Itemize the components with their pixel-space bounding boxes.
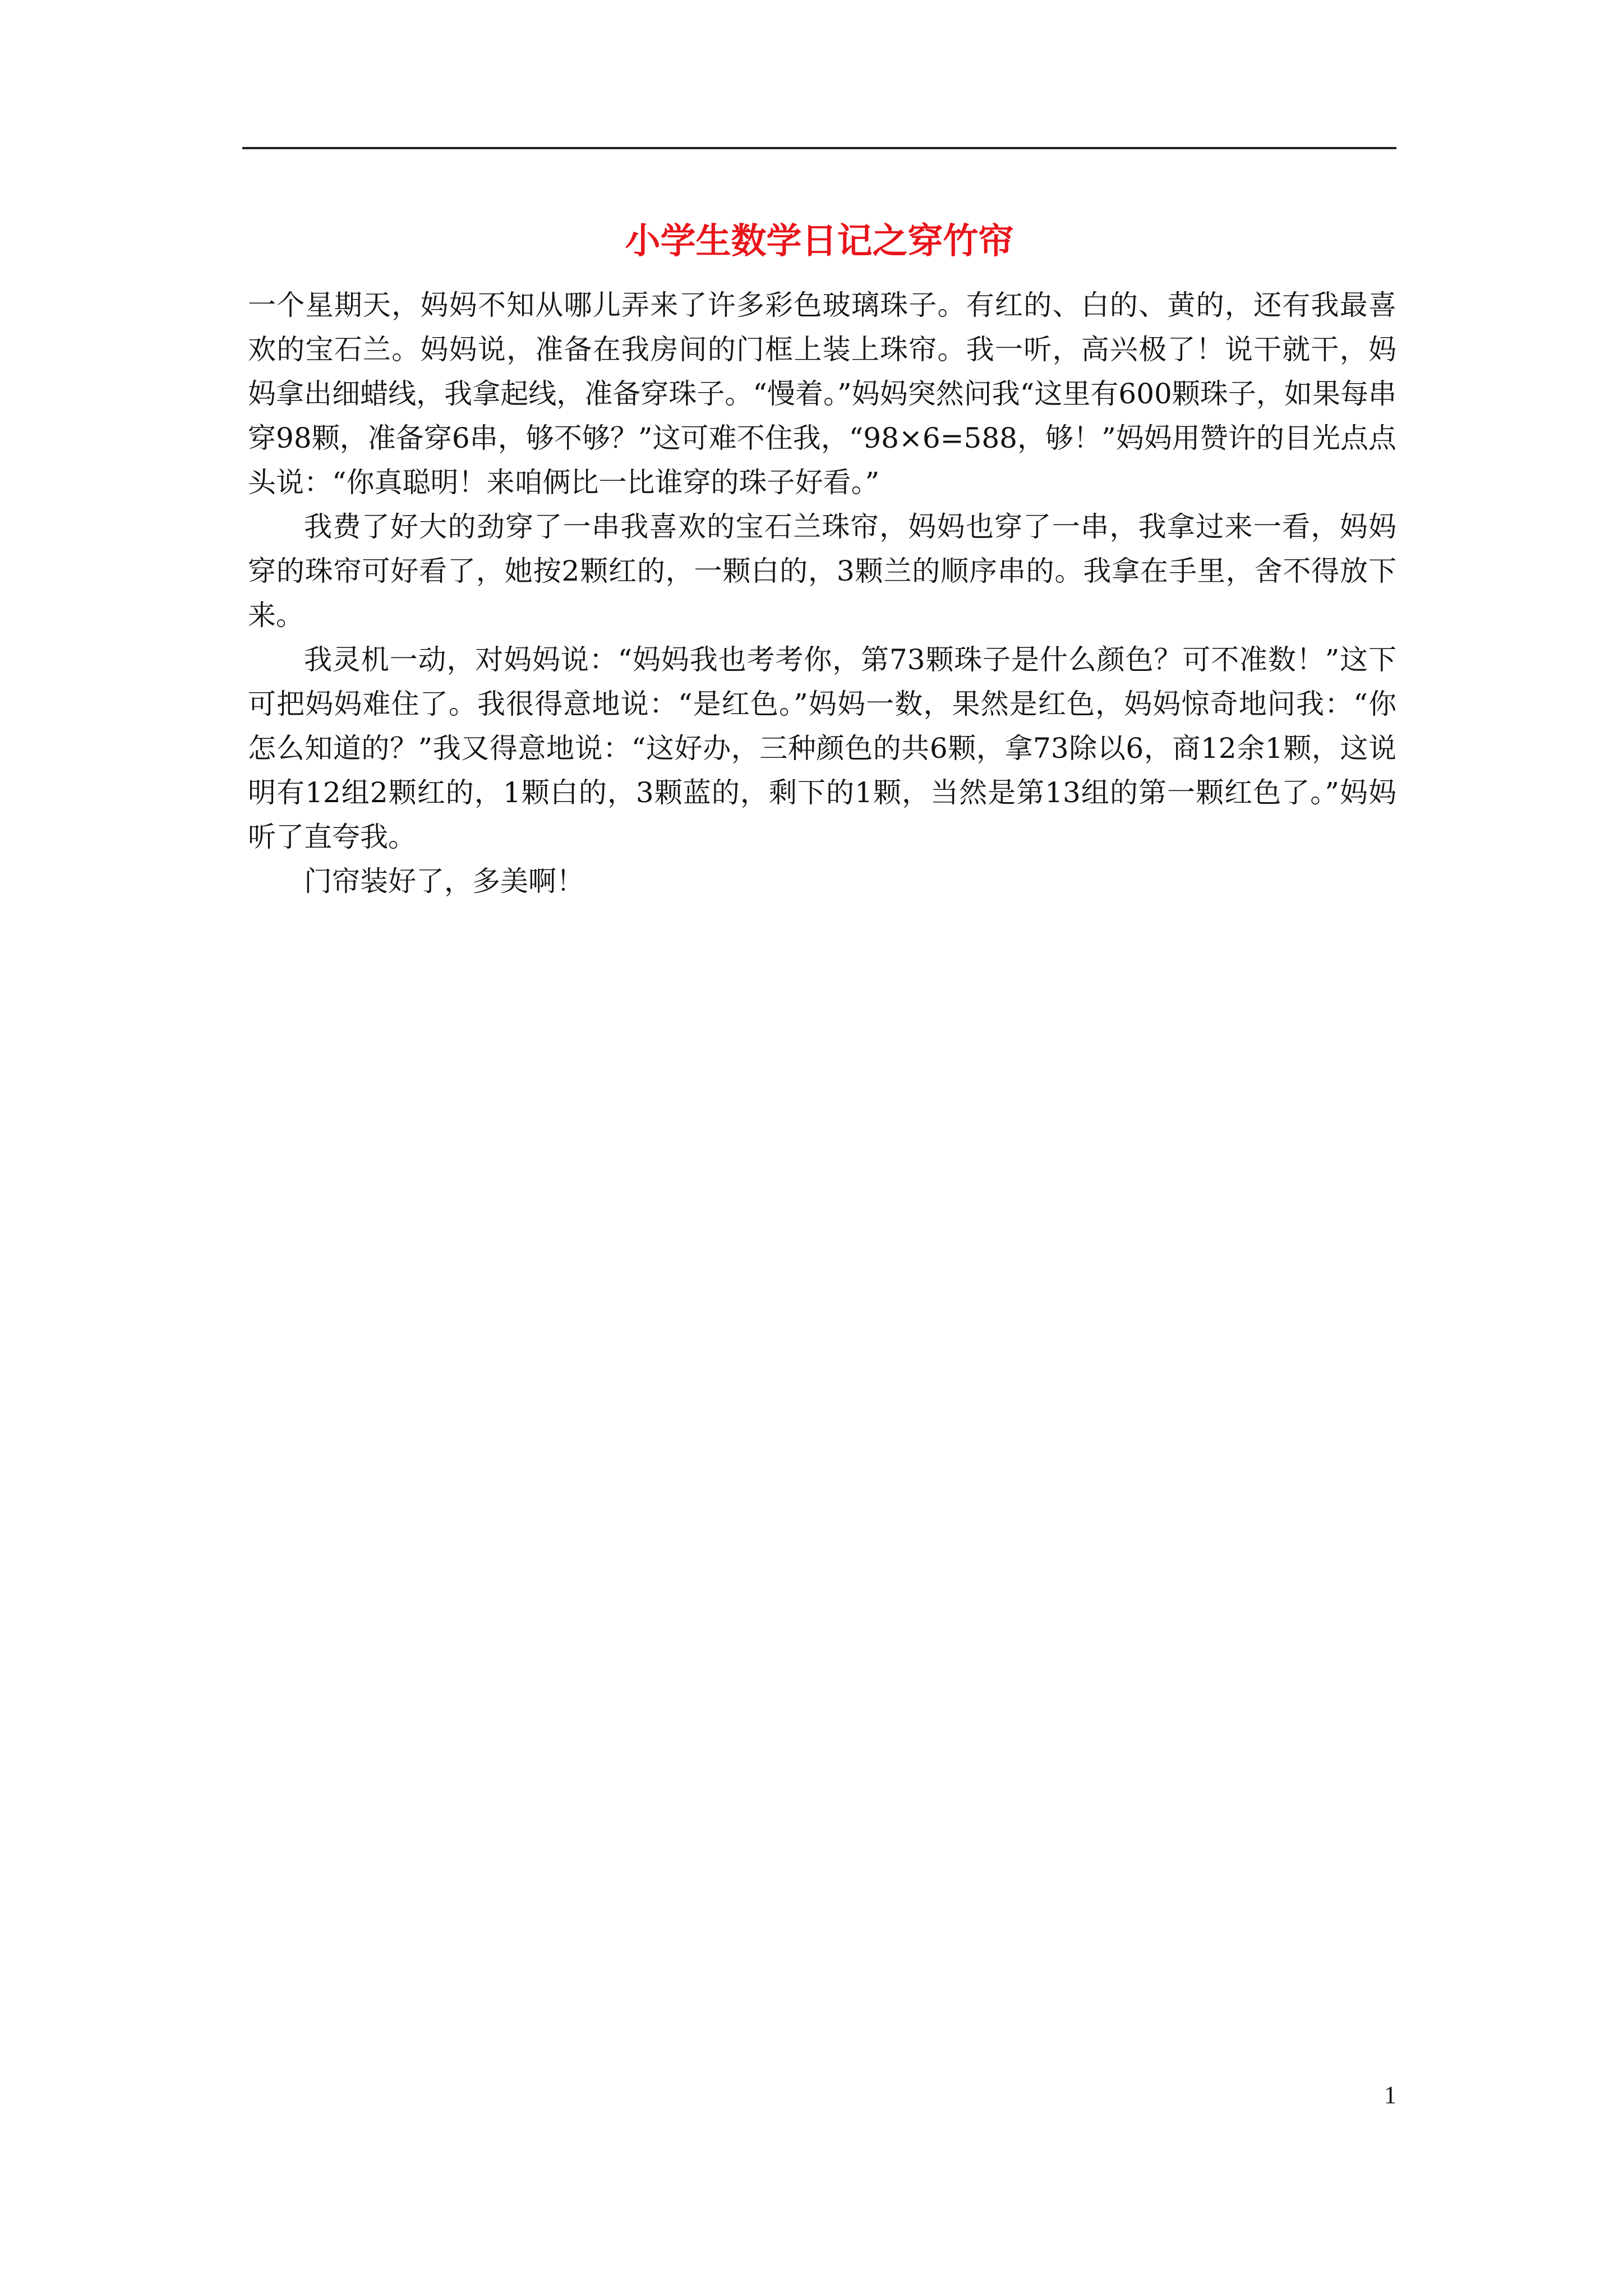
paragraph-1: 一个星期天，妈妈不知从哪儿弄来了许多彩色玻璃珠子。有红的、白的、黄的，还有我最喜欢的宝石兰。妈妈说，准备在我房间的门框上装上珠帘。我一听，高兴极了！说干就干，妈妈拿出细蜡线，我拿起线，准备穿珠子。“慢着。”妈妈突然问我“这里有600颗珠子，如果每串穿98颗，准备穿6串，够不够？”这可难不住我，“98×6=588，够！”妈妈用赞许的目光点点头说：“你真聪明！来咱俩比一比谁穿的珠子好看。” [248, 289, 1396, 499]
header-rule [242, 147, 1396, 149]
document-title: 小学生数学日记之穿竹帘 [625, 220, 1014, 261]
page-number: 1 [1384, 2081, 1396, 2109]
paragraph-4: 门帘装好了，多美啊！ [304, 865, 584, 898]
paragraph-2: 我费了好大的劲穿了一串我喜欢的宝石兰珠帘，妈妈也穿了一串，我拿过来一看，妈妈穿的珠帘可好看了，她按2颗红的，一颗白的，3颗兰的顺序串的。我拿在手里，舍不得放下来。 [248, 510, 1396, 632]
paragraph-3: 我灵机一动，对妈妈说：“妈妈我也考考你，第73颗珠子是什么颜色？可不准数！”这下可把妈妈难住了。我很得意地说：“是红色。”妈妈一数，果然是红色，妈妈惊奇地问我：“你怎么知道的？”我又得意地说：“这好办，三种颜色的共6颗，拿73除以6，商12余1颗，这说明有12组2颗红的，1颗白的，3颗蓝的，剩下的1颗，当然是第13组的第一颗红色了。”妈妈听了直夸我。 [248, 643, 1396, 853]
document-body [248, 283, 1396, 904]
